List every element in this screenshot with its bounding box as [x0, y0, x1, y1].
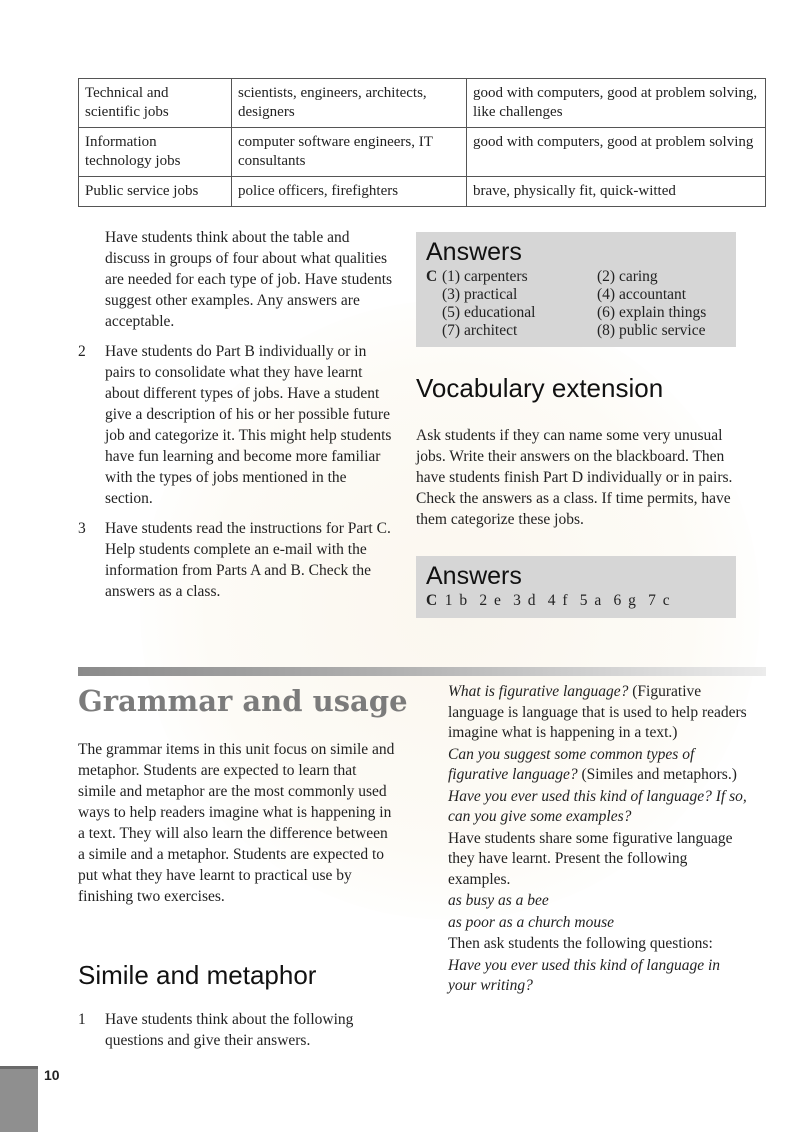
page-number: 10 [44, 1067, 60, 1083]
question-block [448, 682, 748, 744]
answers-box-2 [416, 556, 736, 618]
instruction-block [448, 934, 748, 955]
item-text: Have students think about the following questions and give their answers. [105, 1011, 354, 1049]
left-column [78, 227, 396, 602]
instruction-text: Then ask students the following questions: [448, 935, 713, 952]
example-italic: as busy as a bee [448, 892, 549, 909]
list-item [78, 1009, 408, 1051]
table-cell: brave, physically fit, quick-witted [467, 177, 766, 207]
instruction-text: Have students share some figurative language they have learnt. Present the following examples. [448, 829, 733, 888]
table-cell: Technical and scientific jobs [79, 79, 232, 128]
grammar-paragraph: The grammar items in this unit focus on simile and metaphor. Students are expected to learn that simile and metaphor are the most commonly used ways to help readers imagine what is happening in a text. They will also learn the difference between a simile and a metaphor. Students are expected to put what they have learnt to practical use by finishing two exercises. [78, 741, 395, 905]
table-row [79, 177, 766, 207]
instruction-block [448, 829, 748, 891]
answer-item: (3) practical [442, 286, 518, 303]
answers-text: 1 b 2 e 3 d 4 f 5 a 6 g 7 c [444, 592, 672, 609]
vocab-paragraph: Ask students if they can name some very unusual jobs. Write their answers on the blackboard. Then have students finish Part D individually or in pairs. Check the answers as a class. If time permits, have them categorize these jobs. [416, 427, 733, 528]
example-block [448, 913, 748, 934]
table-cell: scientists, engineers, architects, designers [232, 79, 467, 128]
simile-heading: Simile and metaphor [78, 960, 317, 990]
table-cell: good with computers, good at problem solving [467, 128, 766, 177]
question-italic: Have you ever used this kind of language? If so, can you give some examples? [448, 787, 747, 825]
question-block [448, 787, 748, 828]
question-italic: What is figurative language? [448, 683, 629, 700]
answers-label: C [426, 268, 438, 285]
question-answer: (Similes and metaphors.) [577, 766, 737, 783]
section-divider-band [78, 667, 766, 676]
answer-item: (1) carpenters [442, 268, 528, 285]
item-number: 2 [78, 343, 86, 360]
answer-item: (7) architect [442, 322, 518, 339]
answer-item: (5) educational [442, 304, 536, 321]
grammar-right-column [448, 682, 748, 997]
answers-label: C [426, 592, 439, 609]
item-text: Have students do Part B individually or in pairs to consolidate what they have learnt about different types of jobs. Have a student give a description of his or her possible future job and categorize it. This might help students have fun learning and become more familiar with the types of jobs mentioned in the section. [105, 343, 392, 507]
table-cell: Information technology jobs [79, 128, 232, 177]
answer-item: (8) public service [597, 322, 706, 339]
answer-item: (2) caring [597, 268, 658, 285]
question-italic: Can you suggest some common types of figurative language? [448, 745, 695, 783]
item-number: 1 [78, 1011, 86, 1028]
list-item [78, 341, 396, 509]
question-italic: Have you ever used this kind of language in your writing? [448, 956, 721, 994]
jobs-table [78, 78, 766, 207]
question-block [448, 956, 748, 997]
question-block [448, 745, 748, 786]
answers-box [416, 232, 736, 347]
table-row [79, 79, 766, 128]
item-text: Have students read the instructions for Part C. Help students complete an e-mail with the information from Parts A and B. Check the answers as a class. [105, 520, 391, 600]
answer-item: (6) explain things [597, 304, 707, 321]
table-row [79, 128, 766, 177]
answers-title: Answers [426, 562, 522, 590]
answer-item: (4) accountant [597, 286, 687, 303]
example-italic: as poor as a church mouse [448, 913, 615, 931]
answers-grid [426, 268, 726, 340]
page-tab-edge [0, 1066, 38, 1069]
grammar-heading: Grammar and usage [78, 684, 408, 718]
list-item [78, 518, 396, 602]
vocab-heading: Vocabulary extension [416, 373, 664, 403]
page-tab [0, 1066, 38, 1132]
table-cell: Public service jobs [79, 177, 232, 207]
table-cell: computer software engineers, IT consultants [232, 128, 467, 177]
example-block [448, 891, 748, 912]
table-cell: good with computers, good at problem solving, like challenges [467, 79, 766, 128]
grammar-list [78, 1009, 408, 1051]
intro-paragraph: Have students think about the table and discuss in groups of four about what qualities are needed for each type of job. Have students suggest other examples. Any answers are acceptable. [105, 229, 393, 330]
question-answer: (Figurative language is language that is used to help readers imagine what is happening in a text.) [448, 683, 747, 741]
item-number: 3 [78, 520, 86, 537]
answers-inline [426, 592, 726, 610]
table-cell: police officers, firefighters [232, 177, 467, 207]
answers-title: Answers [426, 238, 522, 266]
